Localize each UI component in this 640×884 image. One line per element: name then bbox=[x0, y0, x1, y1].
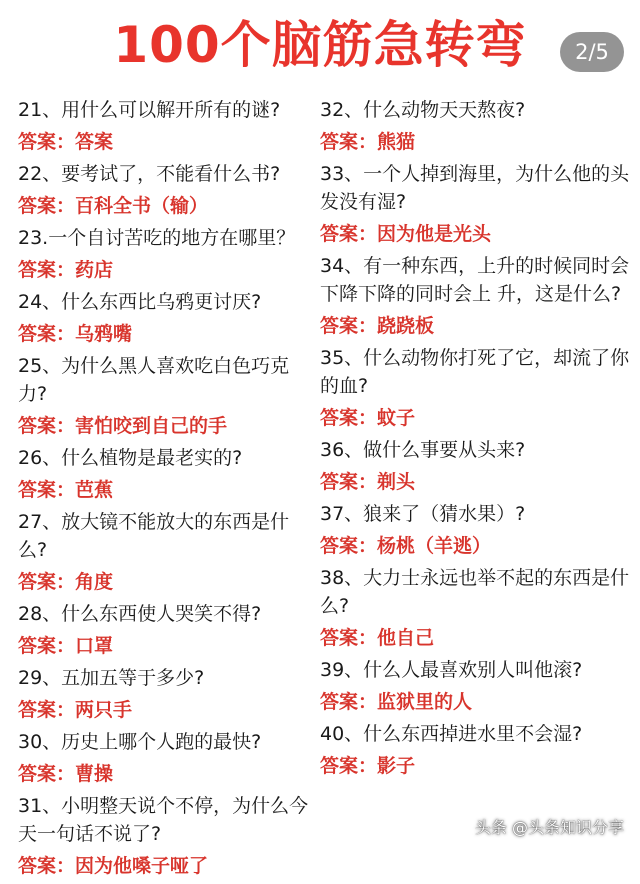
answer-text: 杨桃（羊逃） bbox=[377, 535, 492, 557]
answer-prefix: 答案： bbox=[320, 471, 378, 493]
left-column bbox=[18, 96, 314, 884]
answer-text: 因为他是光头 bbox=[377, 223, 492, 245]
answer-text: 百科全书（输） bbox=[75, 195, 209, 217]
question-text: 28、什么东西使人哭笑不得? bbox=[18, 603, 262, 625]
watermark: 头条 @头条知识分享 bbox=[474, 818, 624, 837]
question-text: 33、一个人掉到海里，为什么他的头发没有湿? bbox=[320, 163, 630, 213]
answer-prefix: 答案： bbox=[18, 635, 76, 657]
question-text: 29、五加五等于多少? bbox=[18, 667, 205, 689]
question-text: 23.一个自讨苦吃的地方在哪里？ bbox=[18, 227, 296, 249]
answer-row bbox=[18, 568, 314, 596]
answer-row bbox=[18, 632, 314, 660]
answer-text: 监狱里的人 bbox=[377, 691, 473, 713]
answer-row bbox=[320, 752, 632, 780]
answer-text: 因为他嗓子哑了 bbox=[75, 855, 209, 877]
answer-row bbox=[320, 312, 632, 340]
answer-text: 影子 bbox=[377, 755, 416, 777]
answer-row bbox=[320, 624, 632, 652]
question-text: 36、做什么事要从头来? bbox=[320, 439, 526, 461]
answer-prefix: 答案： bbox=[320, 535, 378, 557]
answer-text: 蚊子 bbox=[377, 407, 416, 429]
answer-text: 口罩 bbox=[75, 635, 114, 657]
answer-prefix: 答案： bbox=[320, 315, 378, 337]
answer-prefix: 答案： bbox=[320, 131, 378, 153]
page-indicator: 2/5 bbox=[560, 32, 624, 72]
answer-text: 剃头 bbox=[377, 471, 416, 493]
answer-row bbox=[320, 404, 632, 432]
answer-row bbox=[18, 696, 314, 724]
answer-row bbox=[18, 256, 314, 284]
answer-row bbox=[320, 688, 632, 716]
answer-text: 曹操 bbox=[75, 763, 114, 785]
answer-text: 乌鸦嘴 bbox=[75, 323, 133, 345]
answer-prefix: 答案： bbox=[18, 131, 76, 153]
page-title: 100个脑筋急转弯 bbox=[113, 16, 527, 74]
question-text: 25、为什么黑人喜欢吃白色巧克力? bbox=[18, 355, 290, 405]
question-text: 26、什么植物是最老实的? bbox=[18, 447, 243, 469]
answer-prefix: 答案： bbox=[18, 479, 76, 501]
answer-text: 害怕咬到自己的手 bbox=[75, 415, 228, 437]
answer-text: 答案 bbox=[75, 131, 114, 153]
question-text: 21、用什么可以解开所有的谜? bbox=[18, 99, 281, 121]
answer-prefix: 答案： bbox=[18, 855, 76, 877]
question-text: 38、大力士永远也举不起的东西是什么? bbox=[320, 567, 630, 617]
answer-row bbox=[18, 760, 314, 788]
question-text: 34、有一种东西，上升的时候同时会下降下降的同时会上 升，这是什么? bbox=[320, 255, 630, 305]
answer-row bbox=[18, 128, 314, 156]
question-text: 24、什么东西比乌鸦更讨厌? bbox=[18, 291, 262, 313]
answer-row bbox=[320, 468, 632, 496]
answer-row bbox=[18, 852, 314, 880]
answer-prefix: 答案： bbox=[18, 763, 76, 785]
answer-row bbox=[18, 192, 314, 220]
answer-row bbox=[18, 476, 314, 504]
answer-prefix: 答案： bbox=[320, 691, 378, 713]
answer-row bbox=[320, 220, 632, 248]
question-text: 39、什么人最喜欢别人叫他滚? bbox=[320, 659, 583, 681]
question-text: 31、小明整天说个不停，为什么今天一句话不说了? bbox=[18, 795, 309, 845]
answer-text: 熊猫 bbox=[377, 131, 416, 153]
answer-prefix: 答案： bbox=[18, 571, 76, 593]
question-text: 32、什么动物天天熬夜? bbox=[320, 99, 526, 121]
question-text: 37、狼来了（猜水果）? bbox=[320, 503, 526, 525]
answer-prefix: 答案： bbox=[18, 323, 76, 345]
question-text: 35、什么动物你打死了它，却流了你的血? bbox=[320, 347, 630, 397]
answer-row bbox=[18, 412, 314, 440]
answer-row bbox=[18, 320, 314, 348]
answer-prefix: 答案： bbox=[320, 627, 378, 649]
answer-text: 角度 bbox=[75, 571, 114, 593]
answer-row bbox=[320, 532, 632, 560]
answer-text: 他自己 bbox=[377, 627, 435, 649]
answer-prefix: 答案： bbox=[320, 407, 378, 429]
question-text: 22、要考试了，不能看什么书? bbox=[18, 163, 281, 185]
answer-text: 药店 bbox=[75, 259, 114, 281]
answer-prefix: 答案： bbox=[18, 699, 76, 721]
question-text: 27、放大镜不能放大的东西是什么? bbox=[18, 511, 290, 561]
answer-prefix: 答案： bbox=[18, 415, 76, 437]
answer-prefix: 答案： bbox=[18, 195, 76, 217]
answer-text: 两只手 bbox=[75, 699, 133, 721]
answer-row bbox=[320, 128, 632, 156]
answer-text: 跷跷板 bbox=[377, 315, 435, 337]
answer-prefix: 答案： bbox=[320, 223, 378, 245]
answer-prefix: 答案： bbox=[18, 259, 76, 281]
question-text: 30、历史上哪个人跑的最快? bbox=[18, 731, 262, 753]
answer-text: 芭蕉 bbox=[75, 479, 114, 501]
right-column bbox=[320, 96, 632, 784]
answer-prefix: 答案： bbox=[320, 755, 378, 777]
question-text: 40、什么东西掉进水里不会湿? bbox=[320, 723, 583, 745]
